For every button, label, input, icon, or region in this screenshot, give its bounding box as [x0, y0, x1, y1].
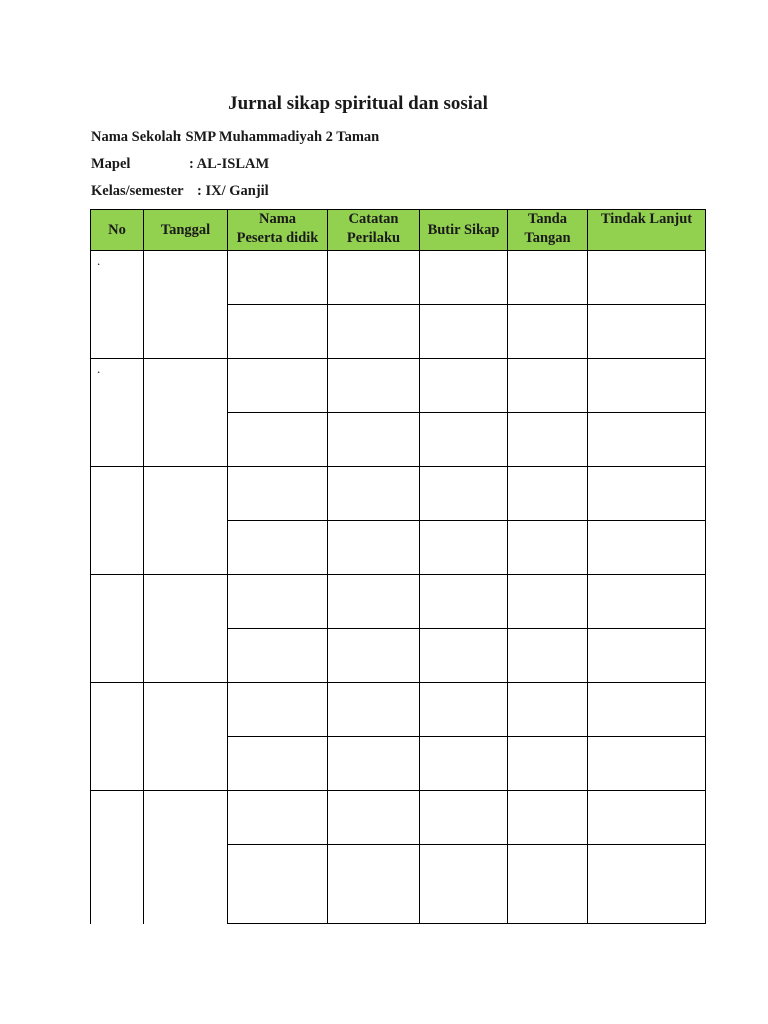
cell-catatan[interactable] [328, 575, 420, 629]
cell-catatan[interactable] [328, 791, 420, 845]
header-butir: Butir Sikap [420, 210, 508, 251]
cell-tanggal[interactable] [144, 791, 228, 924]
cell-butir[interactable] [420, 575, 508, 629]
cell-no: . [91, 251, 144, 359]
header-tanggal: Tanggal [144, 210, 228, 251]
meta-subject-label: Mapel [91, 156, 131, 172]
cell-tanda[interactable] [508, 251, 588, 305]
table-row [91, 359, 706, 413]
cell-tindak[interactable] [588, 791, 706, 845]
header-tindak: Tindak Lanjut [588, 210, 706, 251]
table-row [91, 467, 706, 521]
cell-nama[interactable] [228, 251, 328, 305]
cell-tindak[interactable] [588, 737, 706, 791]
cell-catatan[interactable] [328, 845, 420, 924]
document-title: Jurnal sikap spiritual dan sosial [228, 93, 488, 114]
cell-nama[interactable] [228, 575, 328, 629]
table-row [91, 791, 706, 845]
table-body [91, 251, 706, 924]
cell-nama[interactable] [228, 791, 328, 845]
table-header-row [91, 210, 706, 251]
header-tanda-line2: Tangan [524, 230, 571, 246]
journal-table [90, 209, 706, 924]
cell-tindak[interactable] [588, 413, 706, 467]
cell-nama[interactable] [228, 683, 328, 737]
cell-tanda[interactable] [508, 737, 588, 791]
cell-tindak[interactable] [588, 683, 706, 737]
meta-class [91, 183, 269, 200]
cell-no [91, 791, 144, 924]
cell-tanda[interactable] [508, 791, 588, 845]
cell-butir[interactable] [420, 737, 508, 791]
cell-catatan[interactable] [328, 683, 420, 737]
cell-tanda[interactable] [508, 413, 588, 467]
cell-tindak[interactable] [588, 305, 706, 359]
cell-tanggal[interactable] [144, 251, 228, 359]
cell-nama[interactable] [228, 521, 328, 575]
cell-tanggal[interactable] [144, 467, 228, 575]
cell-tindak[interactable] [588, 629, 706, 683]
header-nama-line2: Peserta didik [236, 230, 319, 246]
cell-catatan[interactable] [328, 467, 420, 521]
cell-nama[interactable] [228, 737, 328, 791]
table-row [91, 683, 706, 737]
cell-tanda[interactable] [508, 359, 588, 413]
cell-nama[interactable] [228, 305, 328, 359]
cell-nama[interactable] [228, 467, 328, 521]
cell-butir[interactable] [420, 629, 508, 683]
table-row [91, 575, 706, 629]
header-tanda [508, 210, 588, 251]
cell-tindak[interactable] [588, 251, 706, 305]
cell-nama[interactable] [228, 629, 328, 683]
meta-school [91, 129, 379, 146]
cell-butir[interactable] [420, 683, 508, 737]
header-catatan [328, 210, 420, 251]
header-nama-line1: Nama [258, 211, 297, 227]
cell-no: . [91, 359, 144, 467]
cell-tanda[interactable] [508, 521, 588, 575]
cell-catatan[interactable] [328, 413, 420, 467]
table-row [91, 251, 706, 305]
cell-catatan[interactable] [328, 737, 420, 791]
meta-subject-value: : AL-ISLAM [189, 156, 270, 172]
header-catatan-line2: Perilaku [346, 230, 401, 246]
cell-butir[interactable] [420, 359, 508, 413]
meta-class-value: : IX/ Ganjil [197, 183, 269, 199]
cell-butir[interactable] [420, 467, 508, 521]
cell-tindak[interactable] [588, 467, 706, 521]
cell-butir[interactable] [420, 521, 508, 575]
meta-class-label: Kelas/semester [91, 183, 184, 199]
cell-tanggal[interactable] [144, 683, 228, 791]
meta-school-label: Nama Sekolah [91, 129, 181, 145]
cell-tanda[interactable] [508, 467, 588, 521]
cell-nama[interactable] [228, 359, 328, 413]
cell-tindak[interactable] [588, 575, 706, 629]
cell-catatan[interactable] [328, 629, 420, 683]
cell-catatan[interactable] [328, 359, 420, 413]
cell-nama[interactable] [228, 845, 328, 924]
meta-subject [91, 156, 269, 173]
cell-tindak[interactable] [588, 845, 706, 924]
cell-no [91, 467, 144, 575]
header-catatan-line1: Catatan [348, 211, 399, 227]
header-tanda-line1: Tanda [528, 211, 567, 227]
cell-catatan[interactable] [328, 521, 420, 575]
meta-school-value: : SMP Muhammadiyah 2 Taman [177, 129, 380, 145]
cell-tanda[interactable] [508, 845, 588, 924]
cell-catatan[interactable] [328, 251, 420, 305]
cell-butir[interactable] [420, 791, 508, 845]
cell-tindak[interactable] [588, 521, 706, 575]
cell-tanda[interactable] [508, 575, 588, 629]
header-nama [228, 210, 328, 251]
cell-nama[interactable] [228, 413, 328, 467]
cell-tanda[interactable] [508, 305, 588, 359]
cell-butir[interactable] [420, 251, 508, 305]
cell-no [91, 575, 144, 683]
cell-tindak[interactable] [588, 359, 706, 413]
cell-tanggal[interactable] [144, 575, 228, 683]
cell-butir[interactable] [420, 305, 508, 359]
cell-butir[interactable] [420, 413, 508, 467]
cell-tanggal[interactable] [144, 359, 228, 467]
header-no: No [91, 210, 144, 251]
cell-catatan[interactable] [328, 305, 420, 359]
cell-tanda[interactable] [508, 683, 588, 737]
cell-tanda[interactable] [508, 629, 588, 683]
cell-butir[interactable] [420, 845, 508, 924]
cell-no [91, 683, 144, 791]
